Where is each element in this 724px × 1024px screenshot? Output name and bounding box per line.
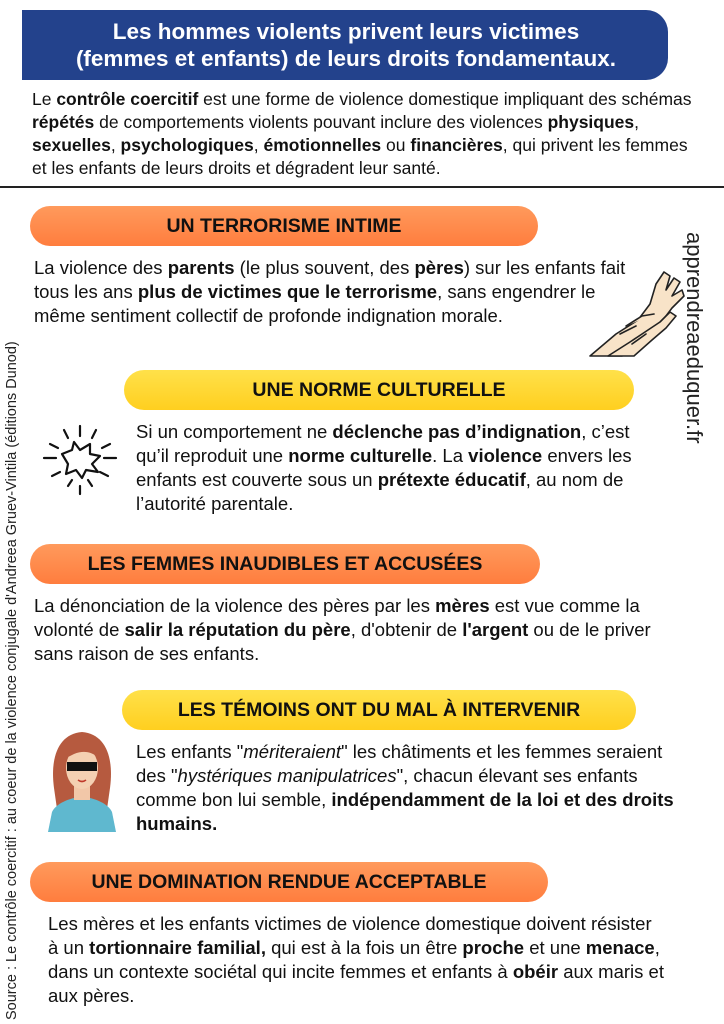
section-text-witnesses: Les enfants "mériteraient" les châtiments et les femmes seraient des "hystériques manipulatrices", chacun élevant ses enfants comme bon lui semble, indépendamment de la loi et des droits humains. bbox=[136, 741, 674, 834]
section-text-terrorism: La violence des parents (le plus souvent, des pères) sur les enfants fait tous les ans plus de victimes que le terrorisme, sans engendrer le même sentiment collectif de profonde indignation morale. bbox=[34, 257, 626, 326]
wrist-grab-icon bbox=[586, 264, 686, 358]
explosion-icon bbox=[40, 424, 120, 496]
anonymous-woman-avatar-icon bbox=[44, 728, 120, 832]
website-label: apprendreaeduquer.fr bbox=[682, 232, 707, 444]
section-heading-women-unheard: LES FEMMES INAUDIBLES ET ACCUSÉES bbox=[30, 544, 540, 584]
page-title-line-2: (femmes et enfants) de leurs droits fondamentaux. bbox=[75, 46, 617, 71]
intro-paragraph: Le contrôle coercitif est une forme de violence domestique impliquant des schémas répétés de comportements violents pouvant inclure des violences physiques, sexuelles, psychologiques, émotionnelles ou financières, qui privent les femmes et les enfants de leurs droits et dégradent leur santé. bbox=[32, 89, 692, 178]
section-heading-terrorism: UN TERRORISME INTIME bbox=[30, 206, 538, 246]
section-heading-witnesses: LES TÉMOINS ONT DU MAL À INTERVENIR bbox=[122, 690, 636, 730]
section-text-domination: Les mères et les enfants victimes de violence domestique doivent résister à un tortionnaire familial, qui est à la fois un être proche et une menace, dans un contexte sociétal qui incite femmes et enfants à obéir aux maris et aux pères. bbox=[48, 913, 664, 1006]
section-text-women-unheard: La dénonciation de la violence des pères par les mères est vue comme la volonté de salir la réputation du père, d'obtenir de l'argent ou de le priver sans raison de ses enfants. bbox=[34, 595, 651, 664]
section-heading-domination: UNE DOMINATION RENDUE ACCEPTABLE bbox=[30, 862, 548, 902]
section-heading-cultural-norm: UNE NORME CULTURELLE bbox=[124, 370, 634, 410]
page-title-line-1: Les hommes violents privent leurs victimes bbox=[112, 19, 580, 44]
page-title-banner bbox=[22, 10, 668, 80]
header-divider bbox=[0, 186, 724, 188]
section-text-cultural-norm: Si un comportement ne déclenche pas d’indignation, c’est qu’il reproduit une norme culturelle. La violence envers les enfants est couverte sous un prétexte éducatif, au nom de l’autorité parentale. bbox=[136, 421, 632, 514]
source-credit: Source : Le contrôle coercitif : au coeur de la violence conjugale d'Andreea Gruev-Vintila (éditions Dunod) bbox=[4, 341, 20, 1020]
